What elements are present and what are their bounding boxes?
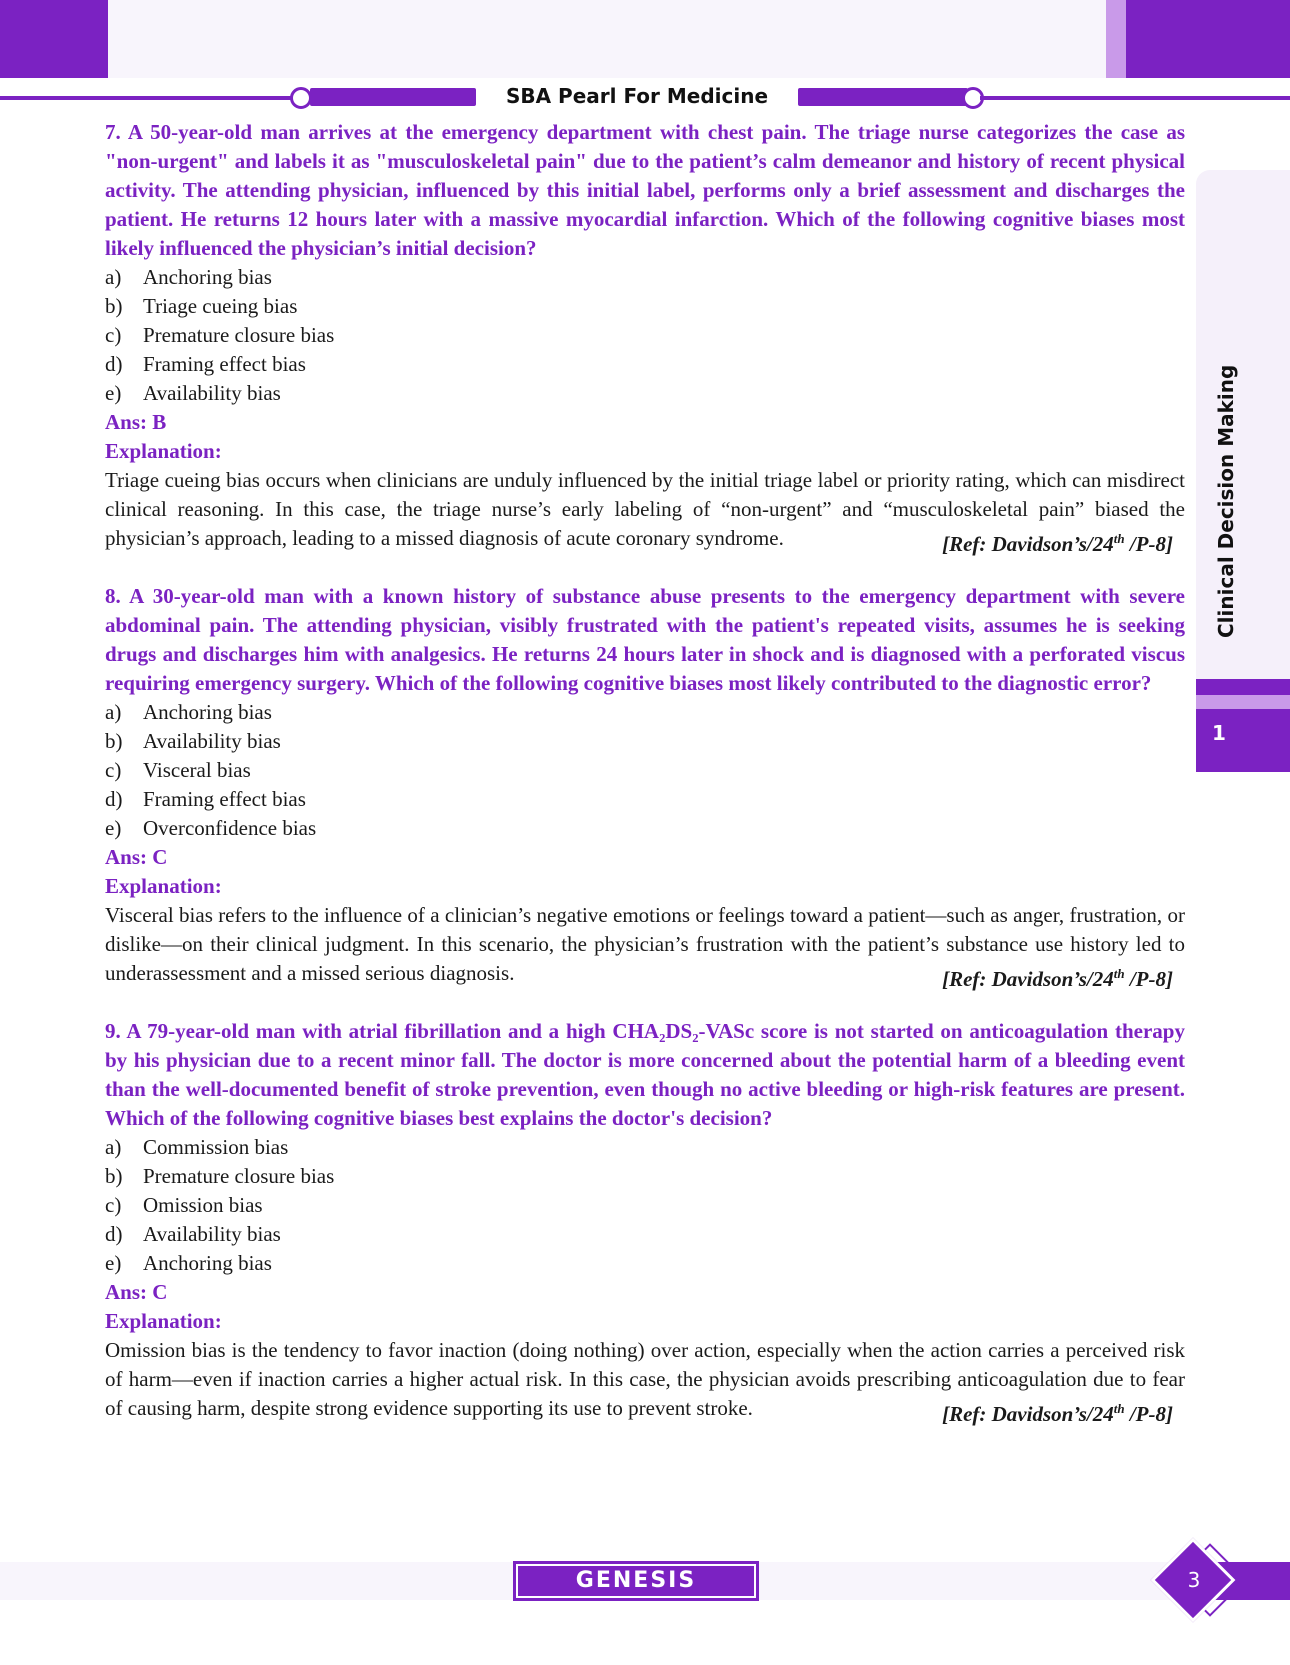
header-corner-block-left bbox=[0, 0, 108, 78]
answer-line: Ans: B bbox=[105, 410, 167, 434]
header-rule-left bbox=[0, 96, 295, 100]
page-number: 3 bbox=[1187, 1568, 1201, 1592]
option-text: Availability bias bbox=[143, 381, 281, 405]
question-stem: 8. A 30-year-old man with a known history of substance abuse presents to the emergency department with severe abdominal pain. The attending physician, visibly frustrated with the patient's repeated visits, assumes he is seeking drugs and discharges him with analgesics. He returns 24 hours later in shock and is diagnosed with a perforated viscus requiring emergency surgery. Which of the following cognitive biases most likely contributed to the diagnostic error? bbox=[105, 584, 1185, 695]
option-letter: b) bbox=[105, 729, 123, 753]
chapter-tab-accent bbox=[1196, 695, 1290, 709]
header-ornament-bar-left bbox=[310, 88, 476, 106]
option-letter: c) bbox=[105, 758, 122, 782]
reference-prefix: [Ref: Davidson’s/24 bbox=[942, 532, 1114, 556]
explanation-body: Visceral bias refers to the influence of a clinician’s negative emotions or feelings toward a patient—such as anger, frustration, or dislike—on their clinical judgment. In this scenario, the physician’s frustration with the patient’s substance use history led to underassessment and a missed serious diagnosis. bbox=[105, 903, 1185, 985]
reference-citation bbox=[942, 1394, 1173, 1429]
option-letter: c) bbox=[105, 323, 122, 347]
explanation-body: Triage cueing bias occurs when clinicians are unduly influenced by the initial triage label or priority rating, which can misdirect clinical reasoning. In this case, the triage nurse’s early labeling of “non-urgent” and “musculoskeletal pain” biased the physician’s approach, leading to a missed diagnosis of acute coronary syndrome. bbox=[105, 468, 1185, 550]
chapter-number: 1 bbox=[1196, 709, 1290, 772]
footer-logo: GENESIS bbox=[516, 1564, 756, 1598]
option-item bbox=[105, 379, 1185, 408]
option-letter: a) bbox=[105, 700, 122, 724]
option-item bbox=[105, 350, 1185, 379]
option-item bbox=[105, 1249, 1185, 1278]
header-corner-block-right bbox=[1126, 0, 1290, 78]
header-accent-strip bbox=[1106, 0, 1126, 78]
option-text: Omission bias bbox=[143, 1193, 263, 1217]
explanation-text bbox=[105, 466, 1185, 556]
reference-prefix: [Ref: Davidson’s/24 bbox=[942, 967, 1114, 991]
header-rule-right bbox=[980, 96, 1290, 100]
option-text: Triage cueing bias bbox=[143, 294, 298, 318]
option-letter: a) bbox=[105, 1135, 122, 1159]
option-letter: d) bbox=[105, 787, 123, 811]
reference-citation bbox=[942, 524, 1173, 559]
answer-line: Ans: C bbox=[105, 1280, 168, 1304]
option-item bbox=[105, 814, 1185, 843]
header-ornament-bar-right bbox=[798, 88, 968, 106]
explanation-text bbox=[105, 901, 1185, 991]
option-letter: d) bbox=[105, 1222, 123, 1246]
option-letter: e) bbox=[105, 381, 122, 405]
option-text: Premature closure bias bbox=[143, 1164, 335, 1188]
question-block bbox=[105, 118, 1185, 556]
option-item bbox=[105, 1162, 1185, 1191]
reference-superscript: th bbox=[1113, 1401, 1125, 1416]
explanation-body: Omission bias is the tendency to favor inaction (doing nothing) over action, especially when the action carries a perceived risk of harm—even if inaction carries a higher actual risk. In this case, the physician avoids prescribing anticoagulation due to fear of causing harm, despite strong evidence supporting its use to prevent stroke. bbox=[105, 1338, 1185, 1420]
header-ornament-circle-left bbox=[290, 87, 312, 109]
option-list bbox=[105, 1133, 1185, 1278]
option-letter: d) bbox=[105, 352, 123, 376]
option-text: Anchoring bias bbox=[143, 265, 272, 289]
header-band bbox=[108, 0, 1106, 78]
reference-suffix: /P-8] bbox=[1124, 1402, 1173, 1426]
explanation-text bbox=[105, 1336, 1185, 1426]
answer-line: Ans: C bbox=[105, 845, 168, 869]
option-item bbox=[105, 292, 1185, 321]
reference-suffix: /P-8] bbox=[1124, 532, 1173, 556]
option-item bbox=[105, 321, 1185, 350]
chapter-tab-label: Clinical Decision Making bbox=[1214, 364, 1238, 638]
option-item bbox=[105, 263, 1185, 292]
explanation-heading: Explanation: bbox=[105, 874, 222, 898]
option-item bbox=[105, 1133, 1185, 1162]
question-stem: 9. A 79-year-old man with atrial fibrillation and a high CHA₂DS₂-VASc score is not started on anticoagulation therapy by his physician due to a recent minor fall. The doctor is more concerned about the potential harm of a bleeding event than the well-documented benefit of stroke prevention, even though no active bleeding or high-risk features are present. Which of the following cognitive biases best explains the doctor's decision? bbox=[105, 1019, 1185, 1130]
question-stem: 7. A 50-year-old man arrives at the emergency department with chest pain. The triage nurse categorizes the case as "non-urgent" and labels it as "musculoskeletal pain" due to the patient’s calm demeanor and history of recent physical activity. The attending physician, influenced by this initial label, performs only a brief assessment and discharges the patient. He returns 12 hours later with a massive myocardial infarction. Which of the following cognitive biases most likely influenced the physician’s initial decision? bbox=[105, 120, 1185, 260]
option-item bbox=[105, 698, 1185, 727]
reference-prefix: [Ref: Davidson’s/24 bbox=[942, 1402, 1114, 1426]
question-list bbox=[105, 118, 1185, 1429]
option-text: Framing effect bias bbox=[143, 787, 306, 811]
question-block bbox=[105, 582, 1185, 991]
explanation-heading: Explanation: bbox=[105, 1309, 222, 1333]
page-header-title: SBA Pearl For Medicine bbox=[505, 84, 769, 108]
option-letter: c) bbox=[105, 1193, 122, 1217]
option-text: Premature closure bias bbox=[143, 323, 335, 347]
option-text: Visceral bias bbox=[143, 758, 251, 782]
reference-suffix: /P-8] bbox=[1124, 967, 1173, 991]
option-text: Anchoring bias bbox=[143, 1251, 272, 1275]
reference-superscript: th bbox=[1113, 531, 1125, 546]
option-item bbox=[105, 756, 1185, 785]
option-letter: b) bbox=[105, 1164, 123, 1188]
option-list bbox=[105, 698, 1185, 843]
reference-superscript: th bbox=[1113, 966, 1125, 981]
option-letter: e) bbox=[105, 1251, 122, 1275]
option-item bbox=[105, 1191, 1185, 1220]
option-text: Framing effect bias bbox=[143, 352, 306, 376]
option-text: Availability bias bbox=[143, 729, 281, 753]
question-block bbox=[105, 1017, 1185, 1426]
option-text: Anchoring bias bbox=[143, 700, 272, 724]
option-item bbox=[105, 1220, 1185, 1249]
option-item bbox=[105, 785, 1185, 814]
option-list bbox=[105, 263, 1185, 408]
option-letter: e) bbox=[105, 816, 122, 840]
option-text: Commission bias bbox=[143, 1135, 289, 1159]
explanation-heading: Explanation: bbox=[105, 439, 222, 463]
chapter-tab-divider bbox=[1196, 679, 1290, 695]
option-text: Availability bias bbox=[143, 1222, 281, 1246]
option-item bbox=[105, 727, 1185, 756]
reference-citation bbox=[942, 959, 1173, 994]
option-text: Overconfidence bias bbox=[143, 816, 317, 840]
option-letter: a) bbox=[105, 265, 122, 289]
option-letter: b) bbox=[105, 294, 123, 318]
